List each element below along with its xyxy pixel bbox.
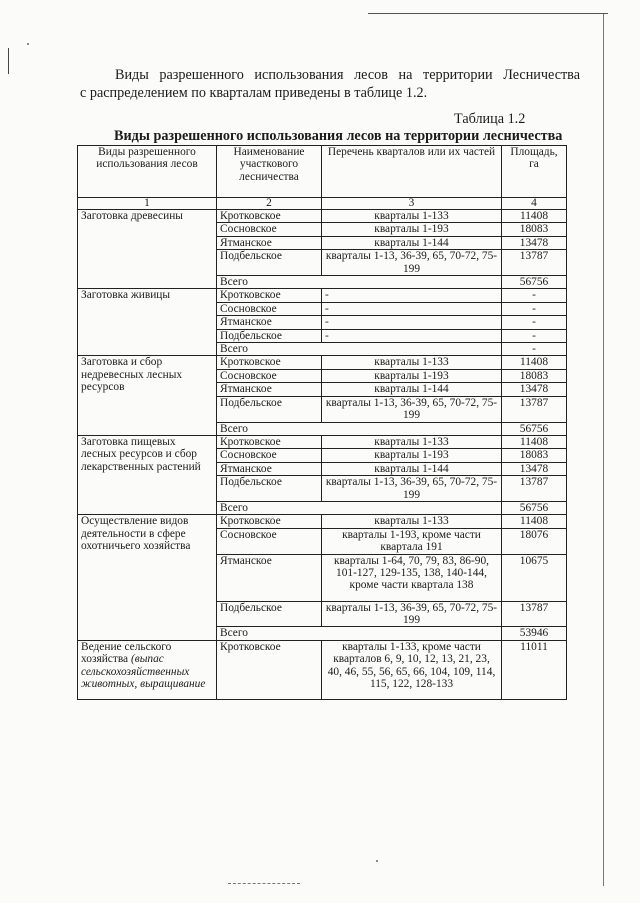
- intro-line-2: с распределением по кварталам приведены в таблице 1.2.: [80, 85, 428, 101]
- scan-edge-right: [603, 14, 604, 886]
- forestry-name: Кротковское: [217, 640, 322, 699]
- forestry-name: Подбельское: [217, 396, 322, 422]
- area-cell: 13787: [502, 396, 567, 422]
- intro-line-1: Виды разрешенного использования лесов на территории Лесничества: [115, 67, 580, 83]
- table-row: [78, 356, 567, 369]
- quarters-cell: кварталы 1-144: [322, 236, 502, 249]
- header-cell: Наименование участкового лесничества: [217, 146, 322, 198]
- area-cell: 18076: [502, 528, 567, 554]
- forestry-name: Сосновское: [217, 369, 322, 382]
- total-label: Всего: [217, 276, 502, 289]
- forestry-name: Подбельское: [217, 476, 322, 502]
- header-cell: Виды разрешенного использования лесов: [78, 146, 217, 198]
- quarters-cell: кварталы 1-13, 36-39, 65, 70-72, 75-199: [322, 476, 502, 502]
- scan-mark-bottom: [228, 883, 300, 884]
- total-area: 56756: [502, 276, 567, 289]
- header-cell: Перечень кварталов или их частей: [322, 146, 502, 198]
- table-row: [78, 640, 567, 699]
- forestry-name: Сосновское: [217, 528, 322, 554]
- forestry-name: Ятманское: [217, 383, 322, 396]
- forestry-name: Сосновское: [217, 223, 322, 236]
- scan-mark-left: [8, 48, 9, 74]
- table-row: [78, 435, 567, 448]
- table-row: [78, 210, 567, 223]
- forestry-name: Сосновское: [217, 302, 322, 315]
- scan-speck: [27, 43, 29, 45]
- forestry-name: Ятманское: [217, 554, 322, 601]
- quarters-cell: -: [322, 316, 502, 329]
- scan-edge-top: [368, 13, 608, 14]
- category-cell: Заготовка древесины: [78, 210, 217, 289]
- area-cell: 13478: [502, 236, 567, 249]
- area-cell: 13478: [502, 462, 567, 475]
- category-text: Ведение сельского хозяйства: [81, 640, 172, 666]
- area-cell: 11408: [502, 435, 567, 448]
- column-number-row: [78, 198, 567, 210]
- land-use-table: [77, 145, 567, 700]
- forestry-name: Ятманское: [217, 316, 322, 329]
- area-cell: 18083: [502, 369, 567, 382]
- area-cell: 18083: [502, 449, 567, 462]
- table-number: Таблица 1.2: [454, 111, 526, 127]
- total-label: Всего: [217, 343, 502, 356]
- column-number: 1: [78, 198, 217, 210]
- category-cell: [78, 640, 217, 699]
- total-label: Всего: [217, 627, 502, 640]
- quarters-cell: кварталы 1-133: [322, 435, 502, 448]
- column-number: 4: [502, 198, 567, 210]
- quarters-cell: -: [322, 329, 502, 342]
- forestry-name: Кротковское: [217, 289, 322, 302]
- quarters-cell: кварталы 1-193: [322, 369, 502, 382]
- area-cell: 11408: [502, 210, 567, 223]
- quarters-cell: кварталы 1-13, 36-39, 65, 70-72, 75-199: [322, 601, 502, 627]
- quarters-cell: кварталы 1-133: [322, 515, 502, 528]
- total-area: -: [502, 343, 567, 356]
- forestry-name: Подбельское: [217, 250, 322, 276]
- forestry-name: Кротковское: [217, 515, 322, 528]
- intro-paragraph: [80, 66, 580, 102]
- quarters-cell: кварталы 1-64, 70, 79, 83, 86-90, 101-127, 129-135, 138, 140-144, кроме части квартала 138: [322, 554, 502, 601]
- scan-speck: [376, 860, 378, 862]
- forestry-name: Кротковское: [217, 210, 322, 223]
- total-label: Всего: [217, 422, 502, 435]
- quarters-cell: -: [322, 302, 502, 315]
- total-area: 56756: [502, 501, 567, 514]
- column-number: 2: [217, 198, 322, 210]
- area-cell: 11408: [502, 356, 567, 369]
- table-row: [78, 289, 567, 302]
- quarters-cell: кварталы 1-13, 36-39, 65, 70-72, 75-199: [322, 396, 502, 422]
- area-cell: -: [502, 302, 567, 315]
- category-cell: Заготовка живицы: [78, 289, 217, 356]
- area-cell: 13478: [502, 383, 567, 396]
- quarters-cell: кварталы 1-193: [322, 449, 502, 462]
- area-cell: 13787: [502, 476, 567, 502]
- area-cell: 13787: [502, 250, 567, 276]
- area-cell: 11011: [502, 640, 567, 699]
- forestry-name: Кротковское: [217, 435, 322, 448]
- quarters-cell: кварталы 1-144: [322, 383, 502, 396]
- forestry-name: Кротковское: [217, 356, 322, 369]
- area-cell: -: [502, 329, 567, 342]
- quarters-cell: кварталы 1-144: [322, 462, 502, 475]
- category-cell: Заготовка и сбор недревесных лесных ресурсов: [78, 356, 217, 435]
- area-cell: -: [502, 316, 567, 329]
- category-cell: Заготовка пищевых лесных ресурсов и сбор лекарственных растений: [78, 435, 217, 514]
- quarters-cell: кварталы 1-13, 36-39, 65, 70-72, 75-199: [322, 250, 502, 276]
- quarters-cell: кварталы 1-193, кроме части квартала 191: [322, 528, 502, 554]
- quarters-cell: кварталы 1-133, кроме части кварталов 6, 9, 10, 12, 13, 21, 23, 40, 46, 55, 56, 65, 66, 104, 109, 114, 115, 122, 128-133: [322, 640, 502, 699]
- total-label: Всего: [217, 501, 502, 514]
- forestry-name: Сосновское: [217, 449, 322, 462]
- column-number: 3: [322, 198, 502, 210]
- table-row: [78, 515, 567, 528]
- quarters-cell: кварталы 1-133: [322, 210, 502, 223]
- forestry-name: Подбельское: [217, 601, 322, 627]
- total-area: 53946: [502, 627, 567, 640]
- area-cell: -: [502, 289, 567, 302]
- quarters-cell: кварталы 1-133: [322, 356, 502, 369]
- area-cell: 13787: [502, 601, 567, 627]
- category-text-italic: (выпас сельскохозяйственных животных, выращивание: [81, 653, 206, 690]
- quarters-cell: -: [322, 289, 502, 302]
- area-cell: 11408: [502, 515, 567, 528]
- category-cell: Осуществление видов деятельности в сфере охотничьего хозяйства: [78, 515, 217, 640]
- header-cell: Площадь, га: [502, 146, 567, 198]
- table-title: Виды разрешенного использования лесов на территории лесничества: [114, 128, 563, 144]
- total-area: 56756: [502, 422, 567, 435]
- forestry-name: Подбельское: [217, 329, 322, 342]
- area-cell: 18083: [502, 223, 567, 236]
- forestry-name: Ятманское: [217, 236, 322, 249]
- quarters-cell: кварталы 1-193: [322, 223, 502, 236]
- forestry-name: Ятманское: [217, 462, 322, 475]
- table-header-row: [78, 146, 567, 198]
- area-cell: 10675: [502, 554, 567, 601]
